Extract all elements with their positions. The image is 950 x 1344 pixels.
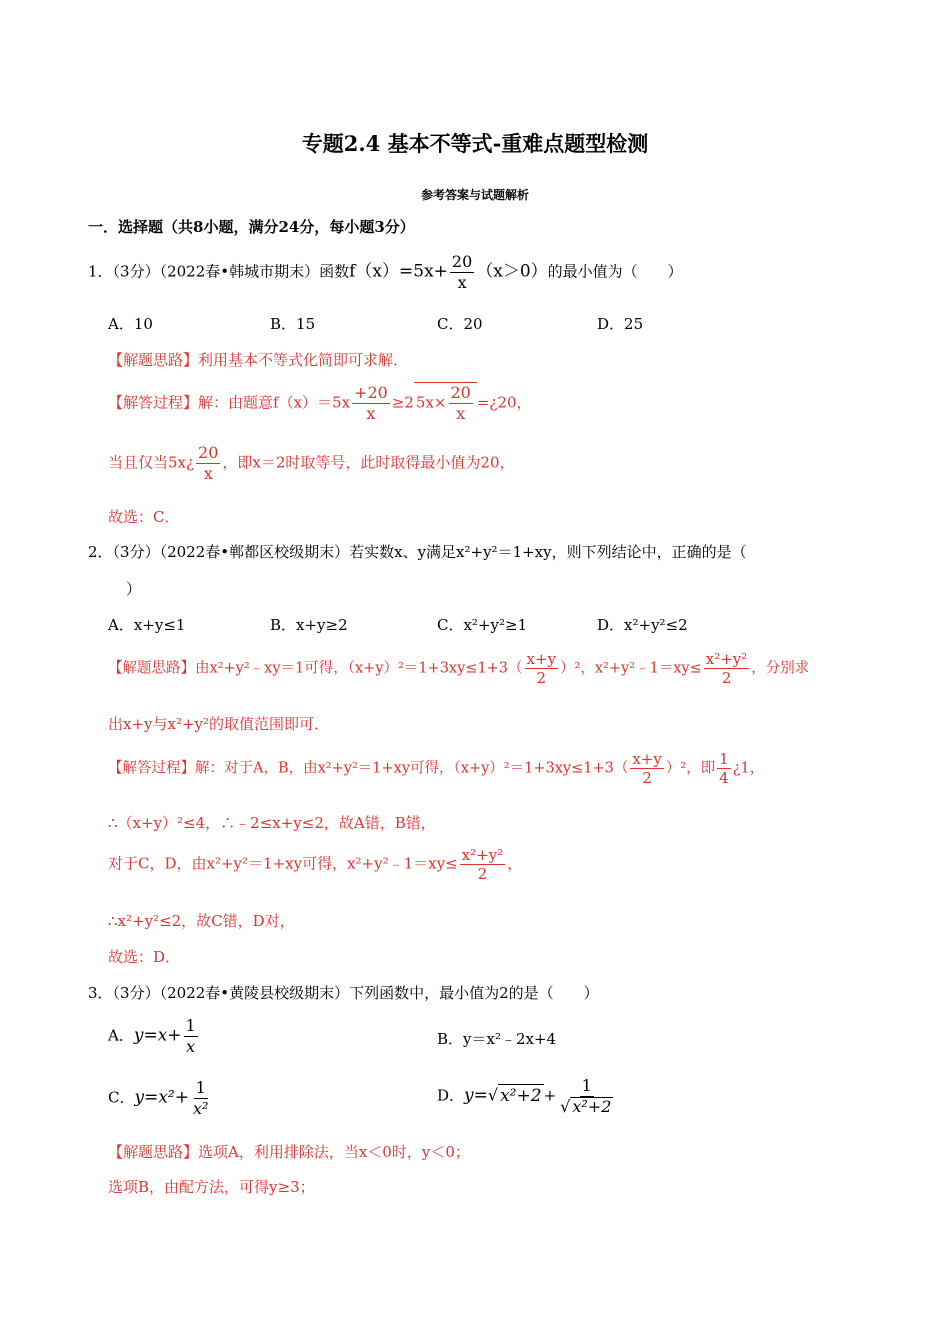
q2-process-line1: 【解答过程】解：对于A，B，由x²+y²＝1+xy可得，（x+y）²＝1+3xy≤1+3（ $\frac{x+y}{2}$ ）²，即 $\frac{1}{4}$ ¿1， — [108, 750, 765, 787]
q2-option-d: D．x²+y²≤2 — [597, 616, 688, 634]
q2-choice: 故选：D． — [108, 948, 181, 966]
q1-option-d: D．25 — [597, 315, 644, 333]
q1-process: 【解答过程】解：由题意f（x）＝5x $\frac{+20}{x}$ ≥2 5x× $\frac{20}{x}$ =¿20， — [108, 383, 532, 423]
q2-option-a: A．x+y≤1 — [108, 616, 186, 634]
q2-stem: 2．（3分）（2022春•郸都区校级期末）若实数x、y满足x²+y²＝1+xy，则下列结论中，正确的是（ — [88, 543, 747, 561]
q1-choice: 故选：C． — [108, 508, 180, 526]
q2-process-line4: ∴x²+y²≤2，故C错，D对， — [108, 912, 295, 930]
page-subtitle: 参考答案与试题解析 — [420, 188, 529, 202]
q1-idea: 【解题思路】利用基本不等式化简即可求解． — [108, 351, 409, 369]
q2-stem-close: ） — [126, 580, 142, 598]
q2-idea-line1: 【解题思路】由x²+y²﹣xy＝1可得，（x+y）²＝1+3xy≤1+3（ $\frac{x+y}{2}$ ）²，x²+y²﹣1＝xy≤ $\frac{\text{x²+y²}}{2}$ ，分别求 — [108, 650, 810, 687]
page-title: 专题2.4 基本不等式-重难点题型检测 — [301, 131, 649, 156]
q1-option-a: A．10 — [108, 315, 153, 333]
q3-option-b: B．y＝x²﹣2x+4 — [437, 1030, 557, 1048]
q1-equality: 当且仅当5x¿ $\frac{20}{x}$ ，即x＝2时取等号，此时取得最小值为20， — [108, 443, 515, 483]
q2-option-b: B．x+y≥2 — [270, 616, 348, 634]
q3-option-a: A．y=x+ $\frac{1}{x}$ — [108, 1016, 196, 1056]
q2-process-line3: 对于C，D，由x²+y²＝1+xy可得，x²+y²﹣1＝xy≤ $\frac{\text{x²+y²}}{2}$ ， — [108, 846, 523, 883]
q2-option-c: C．x²+y²≥1 — [437, 616, 528, 634]
q2-process-line2: ∴（x+y）²≤4，∴﹣2≤x+y≤2，故A错，B错， — [108, 814, 436, 832]
q3-option-c: C．y=x²+ $\frac{1}{\text{x²}}$ — [108, 1078, 209, 1118]
q1-option-b: B．15 — [270, 315, 316, 333]
q3-stem: 3．（3分）（2022春•黄陵县校级期末）下列函数中，最小值为2的是（ ） — [88, 984, 599, 1002]
section-heading: 一．选择题（共8小题，满分24分，每小题3分） — [88, 218, 415, 236]
q3-idea-line1: 【解题思路】选项A，利用排除法，当x＜0时，y＜0； — [108, 1143, 470, 1161]
q1-option-c: C．20 — [437, 315, 483, 333]
q2-idea-line2: 出x+y与x²+y²的取值范围即可． — [108, 715, 330, 733]
q1-stem: 1．（3分）（2022春•韩城市期末）函数f（x）=5x+ $\frac{20}{x}$ （x＞0）的最小值为（ ） — [88, 252, 683, 292]
q3-idea-line2: 选项B，由配方法，可得y≥3； — [108, 1178, 315, 1196]
q3-option-d: D．y=√ x²+2 + $\frac{1}{\text{√ x²+2}}$ — [437, 1076, 612, 1116]
